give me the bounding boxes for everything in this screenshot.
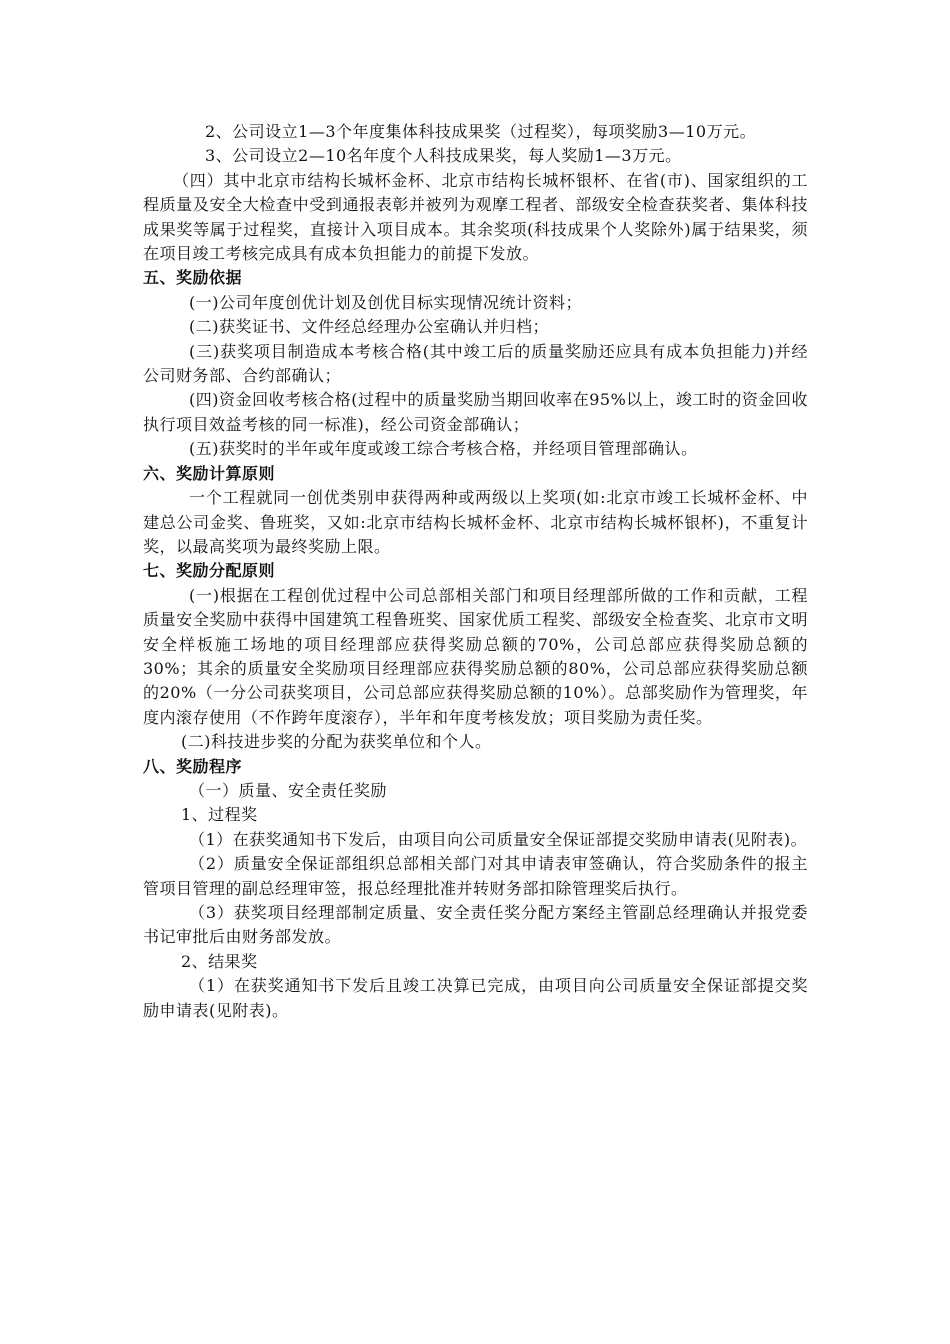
paragraph-calculation-principle: 一个工程就同一创优类别申获得两种或两级以上奖项(如:北京市竣工长城杯金杯、中建总公司金奖、鲁班奖，又如:北京市结构长城杯金杯、北京市结构长城杯银杯)，不重复计奖，以最高奖项为最终奖励上限。 (143, 488, 808, 556)
paragraph-basis-1: (一)公司年度创优计划及创优目标实现情况统计资料； (189, 292, 582, 312)
paragraph-basis-3: (三)获奖项目制造成本考核合格(其中竣工后的质量奖励还应具有成本负担能力)并经公司财务部、合约部确认； (143, 341, 808, 386)
section-heading-5: 五、奖励依据 (143, 268, 243, 288)
paragraph-result-step-1: （1）在获奖通知书下发后且竣工决算已完成，由项目向公司质量安全保证部提交奖励申请表(见附表)。 (143, 976, 808, 1020)
section-heading-7: 七、奖励分配原则 (143, 561, 276, 581)
paragraph-process-step-3: （3）获奖项目经理部制定质量、安全责任奖分配方案经主管副总经理确认并报党委书记审批后由财务部发放。 (143, 903, 808, 947)
paragraph-basis-2: (二)获奖证书、文件经总经理办公室确认并归档； (189, 317, 549, 337)
paragraph-basis-5: (五)获奖时的半年或年度或竣工综合考核合格，并经项目管理部确认。 (189, 439, 698, 459)
paragraph-process-step-1: （1）在获奖通知书下发后，由项目向公司质量安全保证部提交奖励申请表(见附表)。 (189, 829, 808, 849)
paragraph-process-award-title: 1、过程奖 (181, 805, 258, 825)
paragraph-collective-award: 2、公司设立1—3个年度集体科技成果奖（过程奖），每项奖励3—10万元。 (205, 122, 757, 141)
paragraph-process-vs-result-award: （四）其中北京市结构长城杯金杯、北京市结构长城杯银杯、在省(市)、国家组织的工程质量及安全大检查中受到通报表彰并被列为观摩工程者、部级安全检查获奖者、集体科技成果奖等属于过程奖，直接计入项目成本。其余奖项(科技成果个人奖除外)属于结果奖，须在项目竣工考核完成具有成本负担能力的前提下发放。 (143, 170, 808, 264)
paragraph-distribution-2: (二)科技进步奖的分配为获奖单位和个人。 (181, 732, 492, 752)
paragraph-individual-award: 3、公司设立2—10名年度个人科技成果奖，每人奖励1—3万元。 (205, 146, 682, 166)
document-page (143, 120, 808, 1023)
paragraph-basis-4: (四)资金回收考核合格(过程中的质量奖励当期回收率在95%以上，竣工时的资金回收执行项目效益考核的同一标准)，经公司资金部确认； (143, 390, 808, 434)
paragraph-procedure-subheading: （一）质量、安全责任奖励 (189, 780, 388, 800)
paragraph-distribution-1: (一)根据在工程创优过程中公司总部相关部门和项目经理部所做的工作和贡献，工程质量安全奖励中获得中国建筑工程鲁班奖、国家优质工程奖、部级安全检查奖、北京市文明安全样板施工场地的项目经理部应获得奖励总额的70%，公司总部应获得奖励总额的30%；其余的质量安全奖励项目经理部应获得奖励总额的80%，公司总部应获得奖励总额的20%（一分公司获奖项目，公司总部应获得奖励总额的10%）。总部奖励作为管理奖，年度内滚存使用（不作跨年度滚存），半年和年度考核发放；项目奖励为责任奖。 (143, 585, 808, 727)
section-heading-8: 八、奖励程序 (143, 756, 243, 776)
section-heading-6: 六、奖励计算原则 (143, 463, 276, 483)
paragraph-result-award-title: 2、结果奖 (181, 951, 258, 971)
paragraph-process-step-2: （2）质量安全保证部组织总部相关部门对其申请表审签确认，符合奖励条件的报主管项目管理的副总经理审签，报总经理批准并转财务部扣除管理奖后执行。 (143, 854, 808, 898)
